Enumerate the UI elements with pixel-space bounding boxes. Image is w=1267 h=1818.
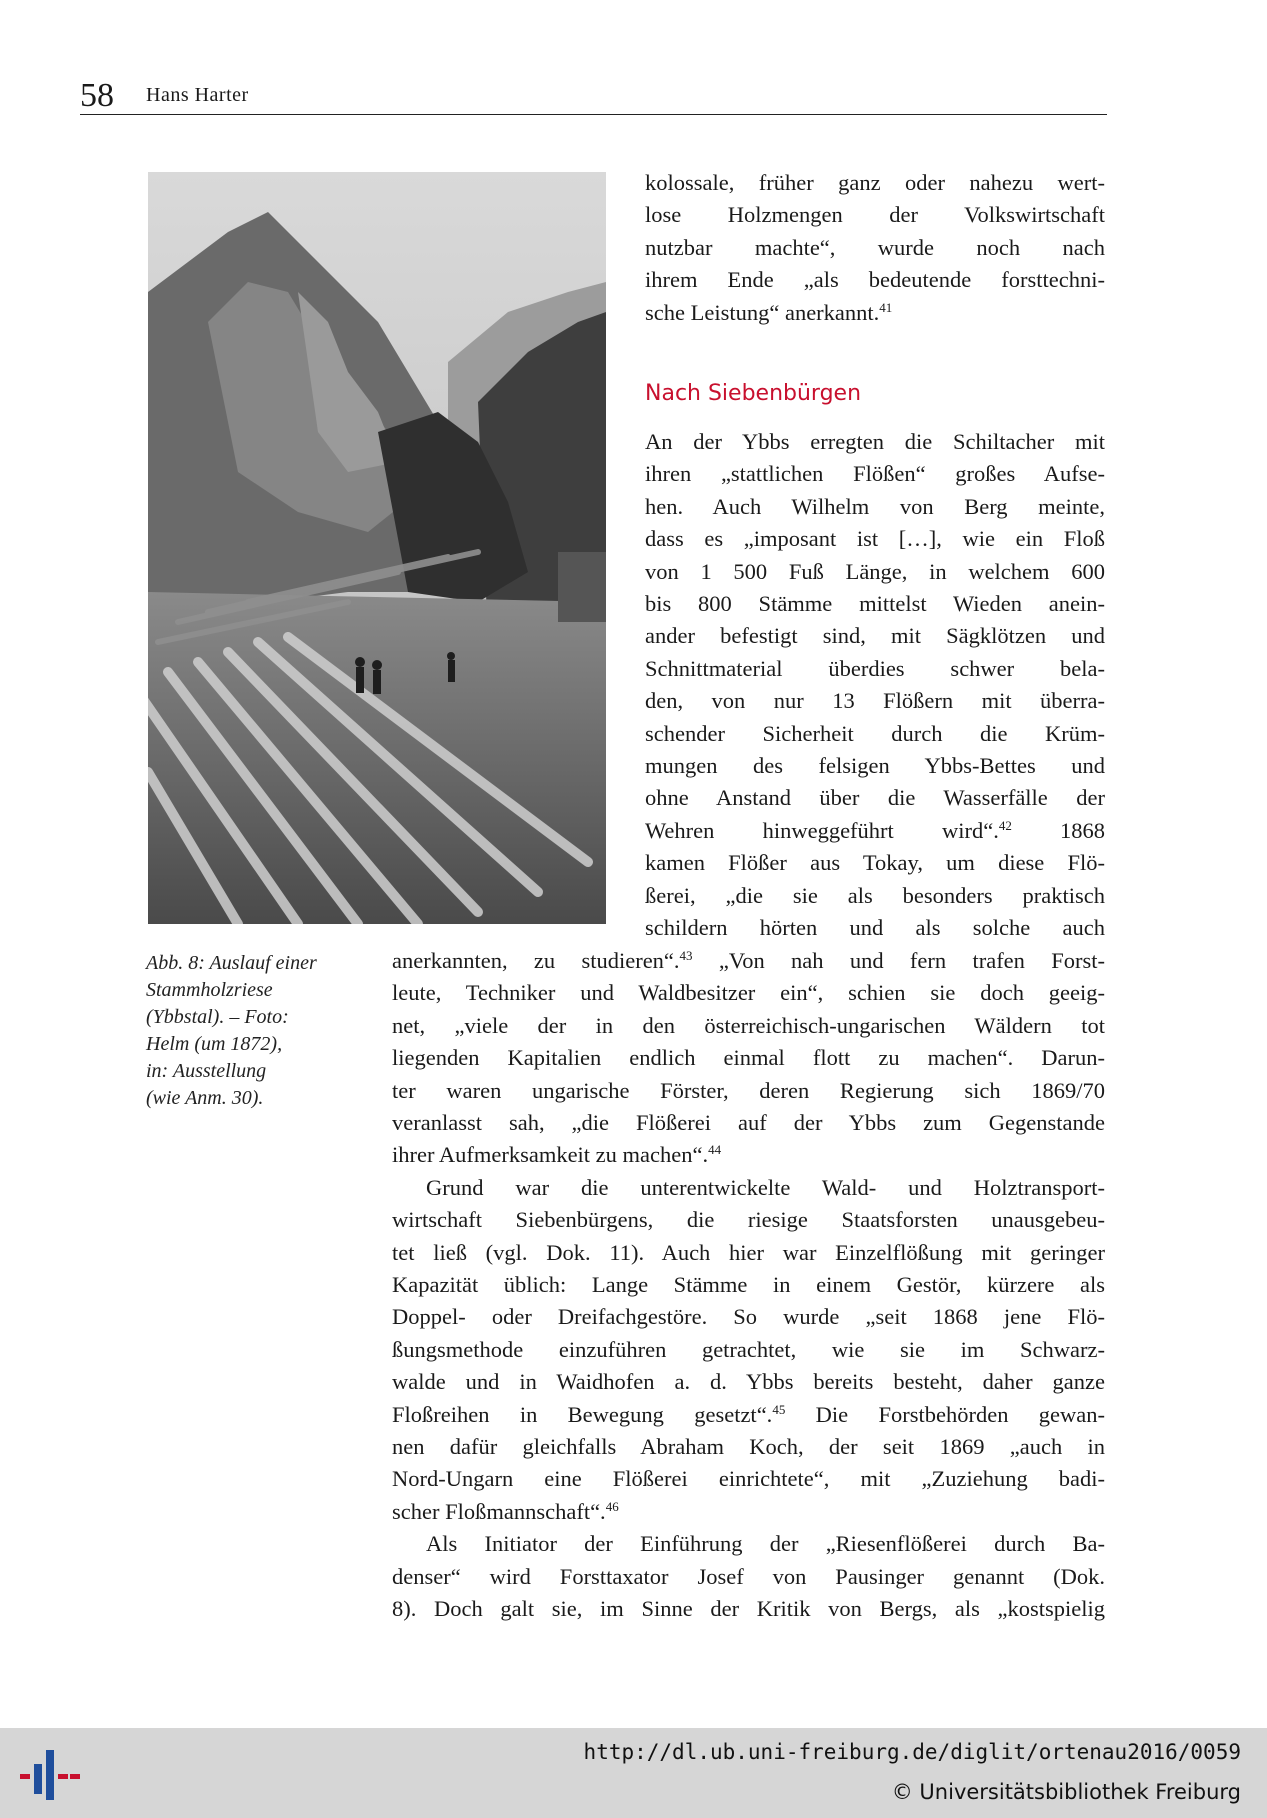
text-line — [645, 620, 1105, 652]
text-run: kamen Flößer aus Tokay, um diese Flö- — [645, 850, 1105, 876]
text-line — [645, 653, 1105, 685]
text-line — [645, 847, 1105, 879]
section-heading: Nach Siebenbürgen — [645, 381, 862, 406]
text-run: liegenden Kapitalien endlich einmal flott zu machen“. Darun- — [392, 1045, 1105, 1071]
text-run: 1868 — [1011, 817, 1106, 843]
footnote-ref: 41 — [879, 299, 893, 315]
text-run: anerkannten, zu studieren“. — [392, 948, 680, 973]
footer-url[interactable]: http://dl.ub.uni-freiburg.de/diglit/ortenau2016/0059 — [583, 1740, 1241, 1764]
text-run: Die Forstbehörden gewan- — [785, 1401, 1106, 1427]
caption-line: in: Ausstellung — [146, 1060, 267, 1082]
text-run: walde und in Waidhofen a. d. Ybbs bereits besteht, daher ganze — [392, 1369, 1105, 1395]
text-run: ihrem Ende „als bedeutende forsttechni- — [645, 267, 1105, 293]
text-run: tet ließ (vgl. Dok. 11). Auch hier war Einzelflößung mit geringer — [392, 1239, 1105, 1265]
text-line — [645, 880, 1105, 912]
page-header — [80, 78, 1107, 115]
text-line — [645, 782, 1105, 814]
text-run: nutzbar machte“, wurde noch nach — [645, 234, 1105, 260]
text-line — [392, 1075, 1105, 1107]
text-line — [392, 1593, 1105, 1625]
text-run: hen. Auch Wilhelm von Berg meinte, — [645, 493, 1105, 519]
text-line — [392, 1334, 1105, 1366]
text-run: nen dafür gleichfalls Abraham Koch, der seit 1869 „auch in — [392, 1434, 1105, 1459]
text-line — [392, 1269, 1105, 1301]
text-line — [392, 1107, 1105, 1139]
footer-copyright: © Universitätsbibliothek Freiburg — [891, 1780, 1241, 1804]
text-line — [392, 1237, 1105, 1269]
footnote-ref: 46 — [605, 1498, 619, 1514]
footer-bar — [0, 1728, 1267, 1818]
caption-line: (Ybbstal). – Foto: — [146, 1006, 289, 1028]
text-run: ihren „stattlichen Flößen“ großes Aufse- — [645, 461, 1105, 487]
text-run: Wehren hinweggeführt wird“. — [645, 817, 999, 843]
text-line — [392, 1496, 1105, 1528]
text-line — [645, 588, 1105, 620]
caption-line: Helm (um 1872), — [146, 1033, 283, 1055]
text-line — [392, 1301, 1105, 1333]
text-line — [645, 426, 1105, 458]
footnote-ref: 43 — [679, 948, 693, 963]
text-run: mungen des felsigen Ybbs-Bettes und — [645, 753, 1105, 778]
text-run: Doppel- oder Dreifachgestöre. So wurde „seit 1868 jene Flö- — [392, 1304, 1105, 1330]
text-run: wirtschaft Siebenbürgens, die riesige Staatsforsten unausgebeu- — [392, 1207, 1105, 1233]
text-run: Nord-Ungarn eine Flößerei einrichtete“, mit „Zuziehung badi- — [392, 1466, 1105, 1492]
text-run: An der Ybbs erregten die Schiltacher mit — [645, 429, 1105, 454]
text-run: ter waren ungarische Förster, deren Regierung sich 1869/70 — [392, 1077, 1105, 1103]
text-run: „Von nah und fern trafen Forst- — [692, 948, 1106, 973]
footnote-ref: 42 — [998, 817, 1012, 833]
text-run: Schnittmaterial überdies schwer bela- — [645, 655, 1105, 681]
text-run: kolossale, früher ganz oder nahezu wert- — [645, 170, 1105, 195]
text-run: scher Floßmannschaft“. — [392, 1498, 606, 1524]
text-line — [645, 264, 1105, 296]
text-line — [645, 912, 1105, 944]
caption-line: Stammholzriese — [146, 979, 273, 1001]
text-line — [645, 491, 1105, 523]
text-line — [645, 458, 1105, 490]
text-line — [392, 977, 1105, 1009]
text-run: ßerei, „die sie als besonders praktisch — [645, 882, 1105, 908]
text-run: dass es „imposant ist […], wie ein Floß — [645, 526, 1105, 552]
text-run: schildern hörten und als solche auch — [645, 915, 1105, 940]
text-run: den, von nur 13 Flößern mit überra- — [645, 688, 1105, 714]
text-line — [392, 1528, 1105, 1560]
text-line — [392, 1042, 1105, 1074]
library-logo-icon — [20, 1750, 80, 1800]
text-run: ihrer Aufmerksamkeit zu machen“. — [392, 1142, 709, 1168]
footnote-ref: 45 — [772, 1401, 786, 1417]
text-line — [392, 1463, 1105, 1495]
text-run: net, „viele der in den österreichisch-ungarischen Wäldern tot — [392, 1012, 1105, 1038]
text-run: Floßreihen in Bewegung gesetzt“. — [392, 1401, 773, 1427]
text-run: bis 800 Stämme mittelst Wieden anein- — [645, 591, 1105, 616]
text-line — [645, 523, 1105, 555]
text-line — [392, 1172, 1105, 1204]
text-line — [392, 1366, 1105, 1398]
text-line — [392, 945, 1105, 977]
text-run: leute, Techniker und Waldbesitzer ein“, schien sie doch geeig- — [392, 980, 1105, 1006]
text-run: Kapazität üblich: Lange Stämme in einem Gestör, kürzere als — [392, 1272, 1105, 1297]
text-line — [645, 167, 1105, 199]
text-line — [645, 556, 1105, 588]
text-run: schender Sicherheit durch die Krüm- — [645, 720, 1105, 746]
text-line — [645, 685, 1105, 717]
text-line — [645, 199, 1105, 231]
running-head: Hans Harter — [146, 84, 249, 106]
caption-line: (wie Anm. 30). — [146, 1087, 264, 1109]
text-run: lose Holzmengen der Volkswirtschaft — [645, 202, 1105, 228]
page-number: 58 — [80, 77, 114, 114]
text-run: von 1 500 Fuß Länge, in welchem 600 — [645, 558, 1105, 584]
text-run: ßungsmethode einzuführen getrachtet, wie sie im Schwarz- — [392, 1336, 1105, 1362]
text-line — [645, 815, 1105, 847]
text-line — [392, 1561, 1105, 1593]
text-line — [392, 1431, 1105, 1463]
text-line — [645, 750, 1105, 782]
text-run: sche Leistung“ anerkannt. — [645, 299, 880, 325]
text-run: ander befestigt sind, mit Sägklötzen und — [645, 623, 1105, 649]
text-line — [645, 297, 1105, 329]
text-line — [392, 1139, 1105, 1171]
footnote-ref: 44 — [708, 1142, 722, 1158]
figure-photo — [148, 172, 606, 924]
text-line — [392, 1010, 1105, 1042]
text-run: denser“ wird Forsttaxator Josef von Pausinger genannt (Dok. — [392, 1563, 1105, 1589]
text-run: 8). Doch galt sie, im Sinne der Kritik von Bergs, als „kostspielig — [392, 1596, 1105, 1621]
text-run: ohne Anstand über die Wasserfälle der — [645, 785, 1105, 811]
text-line — [645, 232, 1105, 264]
caption-line: Abb. 8: Auslauf einer — [146, 952, 317, 974]
text-line — [392, 1204, 1105, 1236]
text-run: Grund war die unterentwickelte Wald- und Holztransport- — [426, 1174, 1105, 1200]
text-run: Als Initiator der Einführung der „Riesenflößerei durch Ba- — [426, 1531, 1105, 1557]
figure-caption — [146, 950, 366, 1112]
text-run: veranlasst sah, „die Flößerei auf der Ybbs zum Gegenstande — [392, 1110, 1105, 1135]
text-line — [645, 718, 1105, 750]
text-line — [392, 1399, 1105, 1431]
